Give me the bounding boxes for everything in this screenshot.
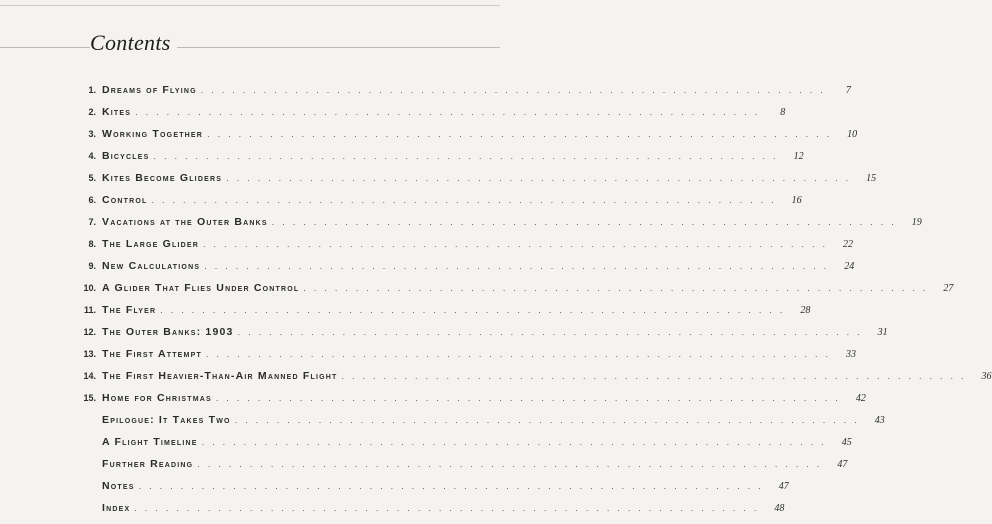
chapter-number: 11. (83, 305, 96, 315)
entry-title: New Calculations (102, 260, 201, 272)
chapter-entry (70, 260, 855, 282)
page-number: 31 (877, 327, 888, 338)
chapter-entry (70, 370, 992, 392)
leader-dots: ............................................................ (207, 129, 838, 139)
chapter-number: 4. (88, 151, 96, 161)
entry-title: Epilogue: It Takes Two (102, 414, 231, 426)
chapter-number: 9. (88, 261, 96, 271)
leader-dots: ............................................................ (135, 107, 766, 117)
chapter-number: 5. (88, 173, 96, 183)
title-block (0, 30, 500, 70)
entry-title: A Flight Timeline (102, 436, 198, 448)
chapter-entry (70, 84, 851, 106)
entry-title: Dreams of Flying (102, 84, 197, 96)
top-rule (0, 5, 500, 6)
leader-dots: ............................................................ (303, 283, 934, 293)
page-number: 24 (844, 261, 855, 272)
page-number: 43 (874, 415, 885, 426)
chapter-number: 2. (88, 107, 96, 117)
entry-title: The First Attempt (102, 348, 202, 360)
chapter-entry (70, 172, 877, 194)
leader-dots: ............................................................ (200, 85, 831, 95)
page-number: 12 (793, 151, 804, 162)
back-matter-entry (70, 436, 852, 458)
page-number: 36 (981, 371, 992, 382)
entry-title: Control (102, 194, 148, 206)
page-number: 7 (845, 85, 851, 96)
entry-title: The Outer Banks: 1903 (102, 326, 234, 338)
entry-title: The Flyer (102, 304, 157, 316)
chapter-number: 3. (88, 129, 96, 139)
leader-dots: ............................................................ (237, 327, 868, 337)
chapter-number: 6. (88, 195, 96, 205)
leader-dots: ............................................................ (151, 195, 782, 205)
chapter-entry (70, 392, 866, 414)
chapter-number: 12. (83, 327, 96, 337)
leader-dots: ............................................................ (202, 239, 834, 249)
page-number: 27 (943, 283, 954, 294)
leader-dots: ............................................................ (160, 305, 791, 315)
chapter-number: 14. (83, 371, 96, 381)
chapter-number: 13. (83, 349, 96, 359)
page-number: 45 (841, 437, 852, 448)
entry-title: Home for Christmas (102, 392, 212, 404)
page-number: 47 (837, 459, 848, 470)
chapter-number: 15. (83, 393, 96, 403)
chapter-entry (70, 216, 922, 238)
back-matter-entry (70, 458, 848, 480)
chapter-entry (70, 304, 811, 326)
leader-dots: ............................................................ (271, 217, 902, 227)
leader-dots: ............................................................ (197, 459, 828, 469)
leader-dots: ............................................................ (341, 371, 972, 381)
page-number: 22 (843, 239, 854, 250)
entry-title: Kites Become Gliders (102, 172, 223, 184)
back-matter-entry (70, 502, 785, 524)
entry-title: Bicycles (102, 150, 150, 162)
chapter-entry (70, 282, 954, 304)
page-number: 19 (911, 217, 922, 228)
entry-title: Notes (102, 480, 135, 492)
entry-title: Index (102, 502, 131, 514)
title-rule (0, 47, 500, 48)
page-number: 42 (855, 393, 866, 404)
page-title: Contents (90, 30, 177, 56)
entry-title: A Glider That Flies Under Control (102, 282, 300, 294)
chapter-number: 1. (88, 85, 96, 95)
entry-title: Kites (102, 106, 132, 118)
leader-dots: ............................................................ (226, 173, 857, 183)
page-number: 10 (847, 129, 858, 140)
entry-title: The Large Glider (102, 238, 199, 250)
chapter-number: 8. (88, 239, 96, 249)
chapter-number: 7. (88, 217, 96, 227)
chapter-entry (70, 150, 804, 172)
page-number: 8 (780, 107, 786, 118)
back-matter-entry (70, 480, 789, 502)
page-number: 48 (774, 503, 785, 514)
leader-dots: ............................................................ (153, 151, 784, 161)
chapter-entry (70, 106, 786, 128)
chapter-number: 10. (83, 283, 96, 293)
leader-dots: ............................................................ (204, 261, 835, 271)
leader-dots: ............................................................ (205, 349, 836, 359)
leader-dots: ............................................................ (134, 503, 765, 513)
chapter-entry (70, 326, 888, 348)
leader-dots: ............................................................ (215, 393, 846, 403)
chapter-entry (70, 238, 854, 260)
chapter-entry (70, 128, 858, 150)
page-number: 28 (800, 305, 811, 316)
table-of-contents (70, 84, 992, 524)
chapter-entry (70, 194, 802, 216)
page-number: 33 (845, 349, 856, 360)
entry-title: Further Reading (102, 458, 194, 470)
leader-dots: ............................................................ (201, 437, 832, 447)
leader-dots: ............................................................ (138, 481, 769, 491)
page-number: 16 (791, 195, 802, 206)
entry-title: Vacations at the Outer Banks (102, 216, 268, 228)
page-number: 47 (778, 481, 789, 492)
entry-title: The First Heavier-Than-Air Manned Flight (102, 370, 338, 382)
chapter-entry (70, 348, 856, 370)
page-number: 15 (866, 173, 877, 184)
leader-dots: ............................................................ (234, 415, 865, 425)
entry-title: Working Together (102, 128, 204, 140)
back-matter-entry (70, 414, 885, 436)
